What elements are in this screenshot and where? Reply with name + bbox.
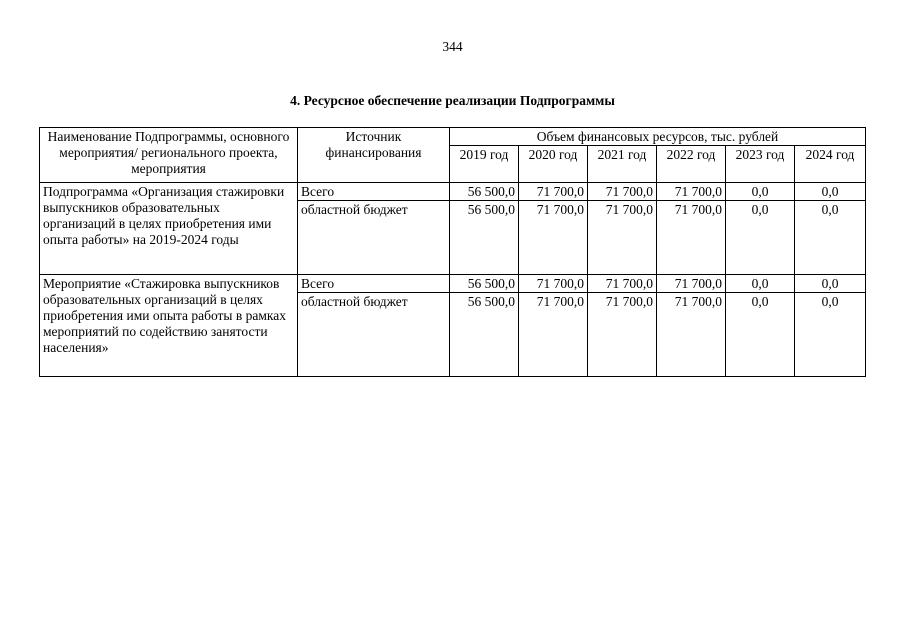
value-cell: 71 700,0 — [657, 275, 726, 293]
value-cell: 71 700,0 — [657, 201, 726, 275]
value-cell: 56 500,0 — [450, 293, 519, 377]
table-row — [40, 275, 866, 293]
value-cell: 0,0 — [726, 293, 795, 377]
source-cell: Всего — [298, 183, 450, 201]
header-name-cell: Наименование Подпрограммы, основного мероприятия/ регионального проекта, мероприятия — [40, 128, 298, 183]
page-number: 344 — [442, 39, 463, 54]
program-name-cell: Подпрограмма «Организация стажировки выпускников образовательных организаций в целях приобретения ими опыта работы» на 2019-2024 годы — [40, 183, 298, 275]
value-cell: 56 500,0 — [450, 275, 519, 293]
header-source-cell: Источник финансирования — [298, 128, 450, 183]
header-volume-cell: Объем финансовых ресурсов, тыс. рублей — [450, 128, 866, 146]
value-cell: 0,0 — [795, 201, 866, 275]
header-year-2020: 2020 год — [519, 146, 588, 183]
value-cell: 71 700,0 — [588, 201, 657, 275]
value-cell: 71 700,0 — [519, 183, 588, 201]
header-year-2021: 2021 год — [588, 146, 657, 183]
header-year-2022: 2022 год — [657, 146, 726, 183]
source-cell: областной бюджет — [298, 293, 450, 377]
header-year-2023: 2023 год — [726, 146, 795, 183]
value-cell: 71 700,0 — [588, 293, 657, 377]
value-cell: 71 700,0 — [588, 183, 657, 201]
header-year-2019: 2019 год — [450, 146, 519, 183]
measure-name-cell: Мероприятие «Стажировка выпускников образовательных организаций в целях приобретения ими опыта работы в рамках мероприятий по содействию занятости населения» — [40, 275, 298, 377]
table-row — [40, 183, 866, 201]
value-cell: 56 500,0 — [450, 201, 519, 275]
value-cell: 0,0 — [726, 201, 795, 275]
value-cell: 56 500,0 — [450, 183, 519, 201]
value-cell: 0,0 — [726, 275, 795, 293]
value-cell: 71 700,0 — [519, 275, 588, 293]
value-cell: 0,0 — [726, 183, 795, 201]
value-cell: 71 700,0 — [519, 201, 588, 275]
source-cell: Всего — [298, 275, 450, 293]
header-year-2024: 2024 год — [795, 146, 866, 183]
value-cell: 0,0 — [795, 183, 866, 201]
value-cell: 71 700,0 — [657, 183, 726, 201]
value-cell: 71 700,0 — [657, 293, 726, 377]
value-cell: 71 700,0 — [519, 293, 588, 377]
section-title: 4. Ресурсное обеспечение реализации Подпрограммы — [290, 93, 615, 108]
resource-table — [39, 127, 866, 377]
value-cell: 71 700,0 — [588, 275, 657, 293]
value-cell: 0,0 — [795, 293, 866, 377]
header-row-1 — [40, 128, 866, 146]
value-cell: 0,0 — [795, 275, 866, 293]
source-cell: областной бюджет — [298, 201, 450, 275]
